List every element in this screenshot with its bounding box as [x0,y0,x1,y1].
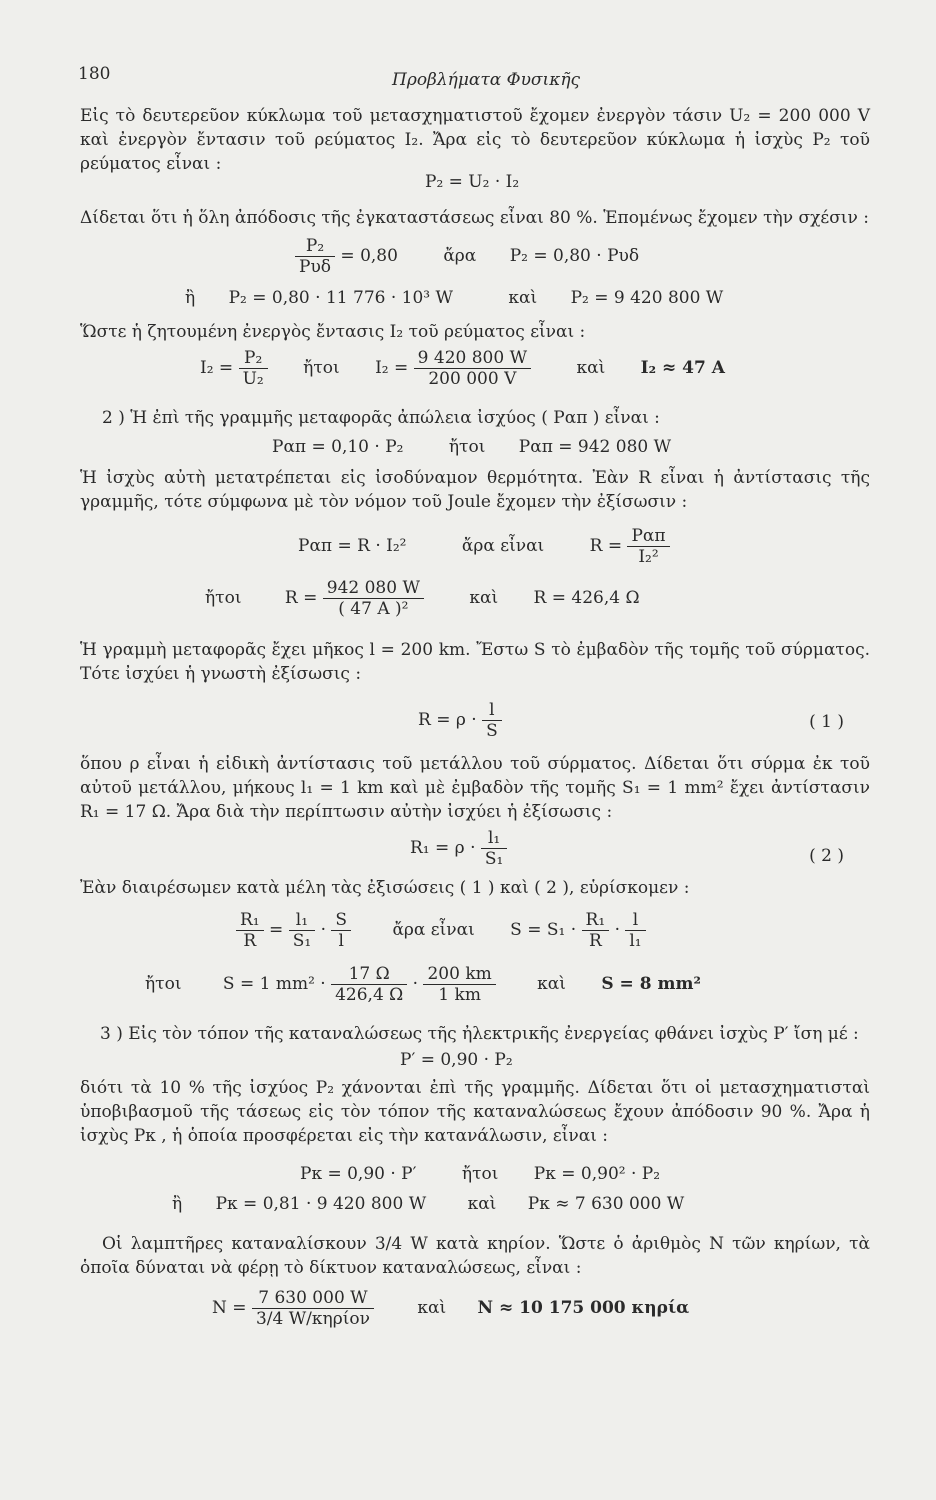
equation-resistance: ἤτοι R = $\frac{942 080 W}{\text{( 47 A )²}}$ καὶ R = 426,4 Ω [205,578,640,619]
running-header: Προβλήματα Φυσικῆς [392,70,581,90]
equation-division: $\frac{\text{R₁}}{R}$ = $\frac{\text{l₁}}{\text{S₁}}$ · $\frac{S}{l}$ ἄρα εἶναι S = S₁ · $\frac{\text{R₁}}{R}$ · $\frac{l}{\text{l₁}}$ [236,910,646,951]
equation-section: ἤτοι S = 1 mm² · $\frac{17 \Omega}{426,4 \Omega}$ · $\frac{200 km}{1 km}$ καὶ S = 8 mm² [145,964,701,1005]
equation-joule: Pαπ = R · I₂² ἄρα εἶναι R = $\frac{\text{Pαπ}}{\text{I₂²}}$ [298,526,670,567]
page-number: 180 [78,64,111,84]
paragraph-10: διότι τὰ 10 % τῆς ἰσχύος P₂ χάνονται ἐπὶ τῆς γραμμῆς. Δίδεται ὅτι οἱ μετασχηματισταὶ ὑποβιβασμοῦ τῆς τάσεως εἰς τὸν τόπον τῆς καταναλώσεως ἔχουν ἀπόδοσιν 90 %. Ἄρα ἡ ἰσχὺς Pκ , ἡ ὁποία προσφέρεται εἰς τὴν κατανάλωσιν, εἶναι : [80,1078,870,1146]
paragraph-1: Εἰς τὸ δευτερεῦον κύκλωμα τοῦ μετασχηματιστοῦ ἔχομεν ἐνεργὸν τάσιν U₂ = 200 000 V καὶ ἐνεργὸν ἔντασιν τοῦ ρεύματος I₂. Ἄρα εἰς τὸ δευτερεῦον κύκλωμα ἡ ἰσχὺς P₂ τοῦ ρεύματος εἶναι : [80,106,870,174]
equation-p2-value: ἢ P₂ = 0,80 · 11 776 · 10³ W καὶ P₂ = 9 420 800 W [185,288,724,308]
equation-number-2: ( 2 ) [809,846,844,866]
paragraph-4: 2 ) Ἡ ἐπὶ τῆς γραμμῆς μεταφορᾶς ἀπώλεια ἰσχύος ( Pαπ ) εἶναι : [102,408,660,428]
paragraph-9: 3 ) Εἰς τὸν τόπον τῆς καταναλώσεως τῆς ἠλεκτρικῆς ἐνεργείας φθάνει ἰσχὺς P′ ἴση μέ : [100,1024,859,1044]
paragraph-11: Οἱ λαμπτῆρες καταναλίσκουν 3/4 W κατὰ κηρίον. Ὥστε ὁ ἀριθμὸς N τῶν κηρίων, τὰ ὁποῖα δύναται νὰ φέρῃ τὸ δίκτυον καταναλώσεως, εἶναι : [80,1234,870,1278]
equation-pk-1: Pκ = 0,90 · P′ ἤτοι Pκ = 0,90² · P₂ [300,1164,661,1184]
paragraph-5: Ἡ ἰσχὺς αὐτὴ μετατρέπεται εἰς ἰσοδύναμον θερμότητα. Ἐὰν R εἶναι ἡ ἀντίστασις τῆς γραμμῆς, τότε σύμφωνα μὲ τὸν νόμον τοῦ Joule ἔχομεν τὴν ἐξίσωσιν : [80,468,870,512]
equation-1: R = ρ · $\frac{l}{S}$ [418,700,502,741]
equation-pk-2: ἢ Pκ = 0,81 · 9 420 800 W καὶ Pκ ≈ 7 630 000 W [172,1194,685,1214]
equation-p2: P₂ = U₂ · I₂ [425,172,520,192]
equation-loss: Pαπ = 0,10 · P₂ ἤτοι Pαπ = 942 080 W [272,437,672,457]
paragraph-3: Ὥστε ἡ ζητουμένη ἐνεργὸς ἔντασις I₂ τοῦ ρεύματος εἶναι : [80,322,586,342]
paragraph-6: Ἡ γραμμὴ μεταφορᾶς ἔχει μῆκος l = 200 km. Ἔστω S τὸ ἐμβαδὸν τῆς τομῆς τοῦ σύρματος. Τότε ἰσχύει ἡ γνωστὴ ἐξίσωσις : [80,640,870,684]
paragraph-8: Ἐὰν διαιρέσωμεν κατὰ μέλη τὰς ἐξισώσεις ( 1 ) καὶ ( 2 ), εὑρίσκομεν : [80,878,690,898]
equation-2: R₁ = ρ · $\frac{\text{l₁}}{\text{S₁}}$ [410,828,507,869]
equation-lamps: N = $\frac{7 630 000 W}{\text{3/4 W/κηρίον}}$ καὶ N ≈ 10 175 000 κηρία [212,1288,690,1329]
equation-efficiency: $\frac{\text{P₂}}{\text{Pυδ}}$ = 0,80 ἄρα P₂ = 0,80 · Pυδ [295,236,639,277]
paragraph-7: ὅπου ρ εἶναι ἡ εἰδικὴ ἀντίστασις τοῦ μετάλλου τοῦ σύρματος. Δίδεται ὅτι σύρμα ἐκ τοῦ αὐτοῦ μετάλλου, μήκους l₁ = 1 km καὶ μὲ ἐμβαδὸν τῆς τομῆς S₁ = 1 mm² ἔχει ἀντίστασιν R₁ = 17 Ω. Ἄρα διὰ τὴν περίπτωσιν αὐτὴν ἰσχύει ἡ ἐξίσωσις : [80,754,870,822]
paragraph-2: Δίδεται ὅτι ἡ ὅλη ἀπόδοσις τῆς ἐγκαταστάσεως εἶναι 80 %. Ἑπομένως ἔχομεν τὴν σχέσιν : [80,208,869,228]
equation-number-1: ( 1 ) [809,712,844,732]
equation-current: I₂ = $\frac{\text{P₂}}{\text{U₂}}$ ἤτοι I₂ = $\frac{9 420 800 W}{200 000 V}$ καὶ I₂ ≈ 47 A [200,348,725,389]
equation-p-prime: P′ = 0,90 · P₂ [400,1050,513,1070]
